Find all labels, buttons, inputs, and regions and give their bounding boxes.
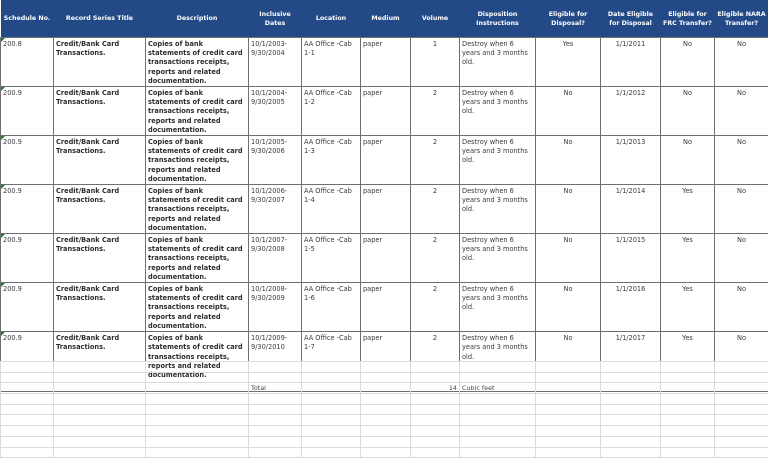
header-row [1,0,768,38]
empty-cell[interactable] [661,383,715,394]
empty-row [1,447,768,458]
cell-eligible-disposal[interactable]: No [536,283,601,332]
cell-nara[interactable]: No [715,185,768,234]
empty-cell[interactable] [54,415,146,426]
cell-title[interactable]: Credit/Bank Card Transactions. [54,87,146,136]
cell-schedule[interactable]: 200.9 [1,332,54,392]
empty-cell[interactable] [1,394,54,405]
cell-title[interactable]: Credit/Bank Card Transactions. [54,38,146,87]
cell-eligible-disposal[interactable]: Yes [536,38,601,87]
empty-cell[interactable] [361,447,411,458]
empty-cell[interactable] [715,426,768,437]
cell-location[interactable]: AA Office -Cab 1-2 [302,87,361,136]
cell-volume[interactable]: 2 [411,136,460,185]
empty-cell[interactable] [601,394,661,405]
cell-location[interactable]: AA Office -Cab 1-5 [302,234,361,283]
cell-eligible-disposal[interactable]: No [536,185,601,234]
empty-cell[interactable] [536,447,601,458]
cell-schedule[interactable]: 200.9 [1,185,54,234]
empty-cell[interactable] [54,362,146,373]
empty-cell[interactable] [1,436,54,447]
table-row [1,38,768,87]
comment-marker-icon [1,87,5,91]
cell-location[interactable]: AA Office -Cab 1-4 [302,185,361,234]
empty-cell[interactable] [411,362,460,373]
cell-schedule[interactable]: 200.9 [1,136,54,185]
empty-cell[interactable] [302,383,361,394]
cell-nara[interactable]: No [715,283,768,332]
empty-cell[interactable] [661,415,715,426]
cell-date-eligible[interactable]: 1/1/2017 [601,332,661,392]
empty-cell[interactable] [661,426,715,437]
empty-cell[interactable] [661,447,715,458]
cell-location[interactable]: AA Office -Cab 1-3 [302,136,361,185]
cell-medium[interactable]: paper [361,87,411,136]
empty-cell[interactable] [302,415,361,426]
cell-disposition[interactable]: Destroy when 6 years and 3 months old. [460,332,536,392]
empty-cell[interactable] [54,447,146,458]
empty-cell[interactable] [146,383,249,394]
col-header-dates[interactable]: Inclusive Dates [249,0,302,38]
empty-row [1,426,768,437]
empty-cell[interactable] [249,372,302,383]
empty-row [1,404,768,415]
empty-cell[interactable] [460,372,536,383]
table-row [1,283,768,332]
empty-cell[interactable] [302,447,361,458]
comment-marker-icon [1,185,5,189]
empty-row [1,436,768,447]
col-header-title[interactable]: Record Series Title [54,0,146,38]
total-unit[interactable]: Cubic feet [460,383,536,394]
cell-dates[interactable]: 10/1/2008-9/30/2009 [249,283,302,332]
col-header-eligible-disposal[interactable]: Eligible for Disposal? [536,0,601,38]
empty-cell[interactable] [302,426,361,437]
empty-cell[interactable] [361,404,411,415]
empty-cell[interactable] [249,447,302,458]
empty-cell[interactable] [460,404,536,415]
empty-cell[interactable] [460,415,536,426]
cell-description[interactable]: Copies of bank statements of credit card transactions receipts, reports and related documentation. [146,87,249,136]
empty-cell[interactable] [302,372,361,383]
table-row [1,185,768,234]
empty-cell[interactable] [601,404,661,415]
cell-dates[interactable]: 10/1/2005-9/30/2006 [249,136,302,185]
cell-description[interactable]: Copies of bank statements of credit card transactions receipts, reports and related documentation. [146,234,249,283]
empty-cell[interactable] [715,362,768,373]
cell-location[interactable]: AA Office -Cab 1-1 [302,38,361,87]
empty-cell[interactable] [146,426,249,437]
col-header-volume[interactable]: Volume [411,0,460,38]
empty-cell[interactable] [54,383,146,394]
empty-cell[interactable] [361,394,411,405]
empty-row [1,415,768,426]
empty-cell[interactable] [1,372,54,383]
empty-row [1,372,768,383]
cell-eligible-disposal[interactable]: No [536,87,601,136]
cell-title[interactable]: Credit/Bank Card Transactions. [54,283,146,332]
col-header-nara[interactable]: Eligible NARA Transfer? [715,0,768,38]
empty-cell[interactable] [249,394,302,405]
cell-dates[interactable]: 10/1/2006-9/30/2007 [249,185,302,234]
col-header-location[interactable]: Location [302,0,361,38]
empty-cell[interactable] [1,383,54,394]
empty-cell[interactable] [302,436,361,447]
cell-medium[interactable]: paper [361,38,411,87]
cell-dates[interactable]: 10/1/2003-9/30/2004 [249,38,302,87]
cell-date-eligible[interactable]: 1/1/2011 [601,38,661,87]
empty-cell[interactable] [661,372,715,383]
empty-cell[interactable] [536,362,601,373]
empty-cell[interactable] [1,447,54,458]
cell-disposition[interactable]: Destroy when 6 years and 3 months old. [460,38,536,87]
table-row [1,234,768,283]
total-volume[interactable]: 14 [411,383,460,394]
cell-disposition[interactable]: Destroy when 6 years and 3 months old. [460,283,536,332]
empty-grid-area [0,361,768,458]
cell-volume[interactable]: 2 [411,283,460,332]
cell-disposition[interactable]: Destroy when 6 years and 3 months old. [460,136,536,185]
empty-cell[interactable] [601,415,661,426]
cell-title[interactable]: Credit/Bank Card Transactions. [54,332,146,392]
cell-dates[interactable]: 10/1/2004-9/30/2005 [249,87,302,136]
cell-description[interactable]: Copies of bank statements of credit card transactions receipts, reports and related documentation. [146,283,249,332]
col-header-frc[interactable]: Eligible for FRC Transfer? [661,0,715,38]
cell-frc[interactable]: No [661,87,715,136]
empty-cell[interactable] [361,415,411,426]
empty-cell[interactable] [715,404,768,415]
cell-nara[interactable]: No [715,234,768,283]
empty-cell[interactable] [1,362,54,373]
empty-cell[interactable] [146,404,249,415]
empty-cell[interactable] [411,426,460,437]
empty-cell[interactable] [460,436,536,447]
empty-cell[interactable] [54,372,146,383]
empty-cell[interactable] [661,404,715,415]
empty-cell[interactable] [249,362,302,373]
empty-cell[interactable] [601,372,661,383]
empty-cell[interactable] [715,415,768,426]
cell-title[interactable]: Credit/Bank Card Transactions. [54,234,146,283]
cell-volume[interactable]: 2 [411,332,460,392]
empty-cell[interactable] [146,362,249,373]
cell-medium[interactable]: paper [361,234,411,283]
cell-medium[interactable]: paper [361,136,411,185]
empty-cell[interactable] [661,362,715,373]
cell-medium[interactable]: paper [361,332,411,392]
empty-cell[interactable] [54,404,146,415]
cell-frc[interactable]: No [661,38,715,87]
comment-marker-icon [1,136,5,140]
cell-dates[interactable]: 10/1/2007-9/30/2008 [249,234,302,283]
empty-cell[interactable] [536,383,601,394]
empty-cell[interactable] [661,436,715,447]
cell-volume[interactable]: 2 [411,185,460,234]
cell-date-eligible[interactable]: 1/1/2014 [601,185,661,234]
cell-volume[interactable]: 2 [411,87,460,136]
cell-volume[interactable]: 2 [411,234,460,283]
cell-nara[interactable]: No [715,136,768,185]
col-header-description[interactable]: Description [146,0,249,38]
cell-schedule[interactable]: 200.9 [1,234,54,283]
cell-date-eligible[interactable]: 1/1/2012 [601,87,661,136]
cell-description[interactable]: Copies of bank statements of credit card transactions receipts, reports and related documentation. [146,38,249,87]
col-header-schedule[interactable]: Schedule No. [1,0,54,38]
cell-nara[interactable]: No [715,38,768,87]
col-header-medium[interactable]: Medium [361,0,411,38]
cell-date-eligible[interactable]: 1/1/2015 [601,234,661,283]
empty-cell[interactable] [661,394,715,405]
cell-volume[interactable]: 1 [411,38,460,87]
empty-cell[interactable] [302,362,361,373]
empty-cell[interactable] [536,415,601,426]
empty-cell[interactable] [411,404,460,415]
cell-eligible-disposal[interactable]: No [536,136,601,185]
cell-disposition[interactable]: Destroy when 6 years and 3 months old. [460,185,536,234]
empty-cell[interactable] [601,447,661,458]
empty-cell[interactable] [361,426,411,437]
cell-date-eligible[interactable]: 1/1/2016 [601,283,661,332]
total-label[interactable]: Total [249,383,302,394]
empty-cell[interactable] [249,415,302,426]
empty-cell[interactable] [536,394,601,405]
cell-schedule[interactable]: 200.9 [1,283,54,332]
empty-cell[interactable] [536,372,601,383]
empty-cell[interactable] [361,362,411,373]
empty-cell[interactable] [411,394,460,405]
empty-cell[interactable] [302,404,361,415]
empty-cell[interactable] [146,447,249,458]
cell-description[interactable]: Copies of bank statements of credit card transactions receipts, reports and related documentation. [146,185,249,234]
cell-medium[interactable]: paper [361,185,411,234]
cell-eligible-disposal[interactable]: No [536,332,601,392]
col-header-date-eligible[interactable]: Date Eligible for Disposal [601,0,661,38]
empty-cell[interactable] [536,404,601,415]
total-row [1,383,768,394]
cell-frc[interactable]: Yes [661,234,715,283]
empty-row [1,394,768,405]
empty-cell[interactable] [54,426,146,437]
empty-cell[interactable] [715,394,768,405]
empty-cell[interactable] [302,394,361,405]
empty-cell[interactable] [361,372,411,383]
empty-cell[interactable] [1,415,54,426]
empty-cell[interactable] [146,372,249,383]
cell-eligible-disposal[interactable]: No [536,234,601,283]
empty-cell[interactable] [249,404,302,415]
empty-cell[interactable] [54,394,146,405]
empty-cell[interactable] [1,426,54,437]
col-header-disposition[interactable]: Disposition Instructions [460,0,536,38]
empty-cell[interactable] [361,383,411,394]
empty-cell[interactable] [411,447,460,458]
empty-cell[interactable] [460,394,536,405]
cell-location[interactable]: AA Office -Cab 1-6 [302,283,361,332]
empty-cell[interactable] [361,436,411,447]
empty-cell[interactable] [536,436,601,447]
empty-cell[interactable] [146,415,249,426]
empty-cell[interactable] [146,436,249,447]
comment-marker-icon [1,332,5,336]
empty-cell[interactable] [411,372,460,383]
empty-row [1,362,768,373]
cell-frc[interactable]: No [661,136,715,185]
empty-cell[interactable] [411,436,460,447]
empty-cell[interactable] [1,404,54,415]
cell-frc[interactable]: Yes [661,283,715,332]
cell-disposition[interactable]: Destroy when 6 years and 3 months old. [460,234,536,283]
table-row [1,87,768,136]
cell-nara[interactable]: No [715,87,768,136]
cell-description[interactable]: Copies of bank statements of credit card transactions receipts, reports and related documentation. [146,332,249,392]
empty-cell[interactable] [411,415,460,426]
cell-date-eligible[interactable]: 1/1/2013 [601,136,661,185]
empty-cell[interactable] [249,436,302,447]
empty-cell[interactable] [601,436,661,447]
comment-marker-icon [1,38,5,42]
cell-schedule[interactable]: 200.9 [1,87,54,136]
cell-frc[interactable]: Yes [661,332,715,392]
empty-cell[interactable] [460,362,536,373]
cell-location[interactable]: AA Office -Cab 1-7 [302,332,361,392]
cell-disposition[interactable]: Destroy when 6 years and 3 months old. [460,87,536,136]
empty-cell[interactable] [536,426,601,437]
empty-cell[interactable] [249,426,302,437]
cell-frc[interactable]: Yes [661,185,715,234]
empty-cell[interactable] [715,383,768,394]
empty-cell[interactable] [715,447,768,458]
comment-marker-icon [1,234,5,238]
cell-description[interactable]: Copies of bank statements of credit card transactions receipts, reports and related documentation. [146,136,249,185]
cell-title[interactable]: Credit/Bank Card Transactions. [54,136,146,185]
comment-marker-icon [1,283,5,287]
empty-cell[interactable] [460,447,536,458]
empty-cell[interactable] [601,426,661,437]
empty-cell[interactable] [54,436,146,447]
empty-cell[interactable] [460,426,536,437]
empty-cell[interactable] [601,383,661,394]
empty-cell[interactable] [601,362,661,373]
cell-nara[interactable]: No [715,332,768,392]
cell-title[interactable]: Credit/Bank Card Transactions. [54,185,146,234]
empty-cell[interactable] [715,372,768,383]
table-row [1,136,768,185]
cell-dates[interactable]: 10/1/2009-9/30/2010 [249,332,302,392]
empty-cell[interactable] [715,436,768,447]
cell-schedule[interactable]: 200.8 [1,38,54,87]
empty-cell[interactable] [146,394,249,405]
cell-medium[interactable]: paper [361,283,411,332]
